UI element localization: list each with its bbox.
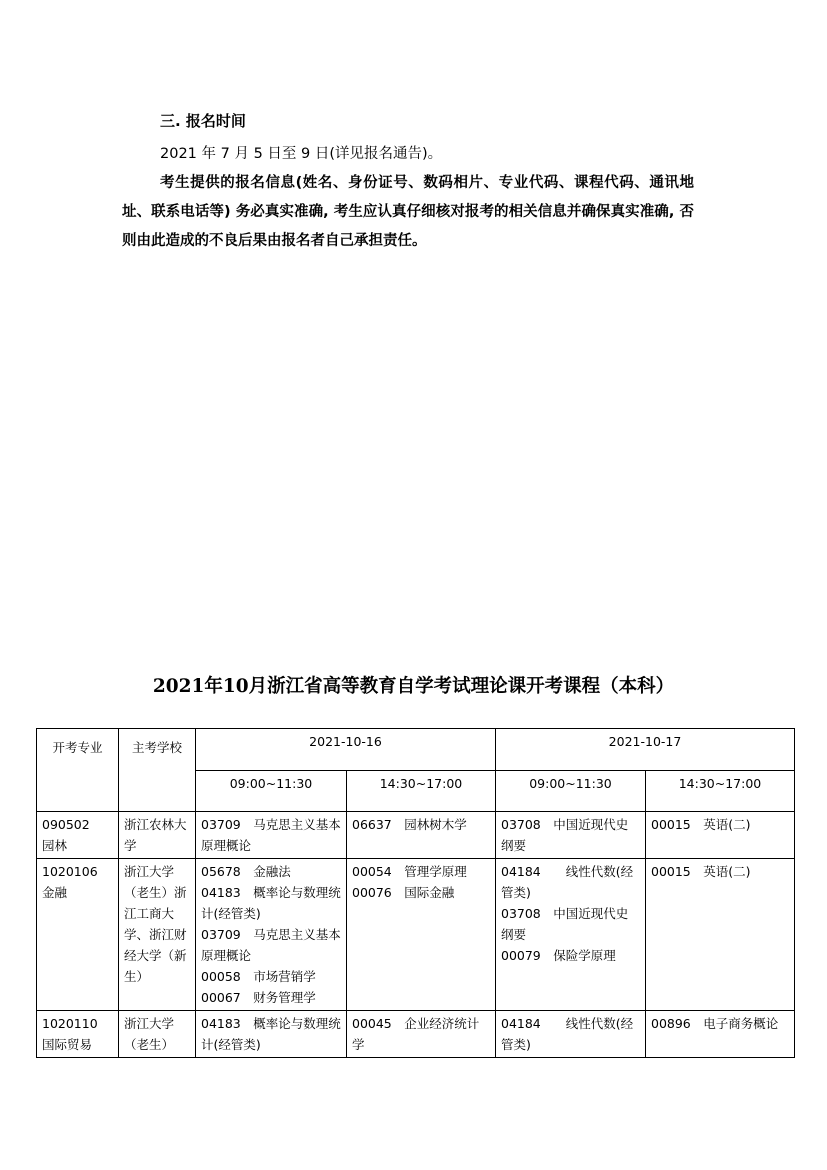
course-entry: 04184 线性代数(经管类) bbox=[501, 864, 634, 900]
exam-schedule-table bbox=[36, 728, 795, 1058]
major-name: 金融 bbox=[42, 885, 68, 900]
header-time-am-2: 09:00~11:30 bbox=[496, 771, 646, 812]
registration-notice: 考生提供的报名信息(姓名、身份证号、数码相片、专业代码、课程代码、通讯地址、联系电话等) 务必真实准确, 考生应认真仔细核对报考的相关信息并确保真实准确, 否则由此造成的不良后果由报名者自己承担责任。 bbox=[122, 175, 694, 249]
major-cell bbox=[37, 812, 119, 859]
course-entry: 00067 财务管理学 bbox=[201, 990, 316, 1005]
header-time-pm-1: 14:30~17:00 bbox=[347, 771, 496, 812]
course-entry: 03709 马克思主义基本原理概论 bbox=[201, 927, 341, 963]
course-cell-d1-pm bbox=[347, 859, 496, 1011]
course-cell-d2-am bbox=[496, 859, 646, 1011]
course-entry: 03709 马克思主义基本原理概论 bbox=[201, 817, 341, 853]
header-time-pm-2: 14:30~17:00 bbox=[646, 771, 795, 812]
section-title: 三. 报名时间 bbox=[160, 112, 246, 130]
course-entry: 00015 英语(二) bbox=[651, 817, 751, 832]
header-school: 主考学校 bbox=[119, 729, 196, 812]
header-row-dates bbox=[37, 729, 795, 771]
school-cell: 浙江农林大学 bbox=[119, 812, 196, 859]
course-cell-d1-am bbox=[196, 1011, 347, 1058]
table-row bbox=[37, 859, 795, 1011]
course-cell-d2-pm bbox=[646, 812, 795, 859]
course-cell-d2-am bbox=[496, 812, 646, 859]
major-cell bbox=[37, 1011, 119, 1058]
course-entry: 03708 中国近现代史纲要 bbox=[501, 906, 629, 942]
course-entry: 00896 电子商务概论 bbox=[651, 1016, 779, 1031]
school-cell: 浙江大学（老生）浙江工商大学、浙江财经大学（新生） bbox=[119, 859, 196, 1011]
table-row bbox=[37, 1011, 795, 1058]
course-cell-d1-am bbox=[196, 859, 347, 1011]
course-entry: 00045 企业经济统计学 bbox=[352, 1016, 480, 1052]
course-entry: 04183 概率论与数理统计(经管类) bbox=[201, 885, 341, 921]
course-entry: 04184 线性代数(经管类) bbox=[501, 1016, 634, 1052]
major-cell bbox=[37, 859, 119, 1011]
course-cell-d2-am bbox=[496, 1011, 646, 1058]
major-code: 1020110 bbox=[42, 1016, 98, 1031]
header-date-2: 2021-10-17 bbox=[496, 729, 795, 771]
course-entry: 00079 保险学原理 bbox=[501, 948, 616, 963]
course-cell-d2-pm bbox=[646, 859, 795, 1011]
course-entry: 03708 中国近现代史纲要 bbox=[501, 817, 629, 853]
course-cell-d1-pm bbox=[347, 1011, 496, 1058]
course-entry: 00076 国际金融 bbox=[352, 885, 455, 900]
major-name: 园林 bbox=[42, 838, 68, 853]
header-time-am-1: 09:00~11:30 bbox=[196, 771, 347, 812]
course-entry: 00015 英语(二) bbox=[651, 864, 751, 879]
course-entry: 05678 金融法 bbox=[201, 864, 291, 879]
major-name: 国际贸易 bbox=[42, 1037, 93, 1052]
course-cell-d1-pm bbox=[347, 812, 496, 859]
header-major: 开考专业 bbox=[37, 729, 119, 812]
course-cell-d2-pm bbox=[646, 1011, 795, 1058]
course-entry: 00058 市场营销学 bbox=[201, 969, 316, 984]
table-row bbox=[37, 812, 795, 859]
major-code: 090502 bbox=[42, 817, 90, 832]
header-date-1: 2021-10-16 bbox=[196, 729, 496, 771]
course-cell-d1-am bbox=[196, 812, 347, 859]
document-title: 2021年10月浙江省高等教育自学考试理论课开考课程（本科） bbox=[152, 676, 675, 697]
course-entry: 00054 管理学原理 bbox=[352, 864, 467, 879]
course-entry: 04183 概率论与数理统计(经管类) bbox=[201, 1016, 341, 1052]
major-code: 1020106 bbox=[42, 864, 98, 879]
schedule-rows bbox=[37, 812, 795, 1058]
course-entry: 06637 园林树木学 bbox=[352, 817, 467, 832]
registration-dates: 2021 年 7 月 5 日至 9 日(详见报名通告)。 bbox=[160, 146, 443, 162]
school-cell: 浙江大学（老生） bbox=[119, 1011, 196, 1058]
